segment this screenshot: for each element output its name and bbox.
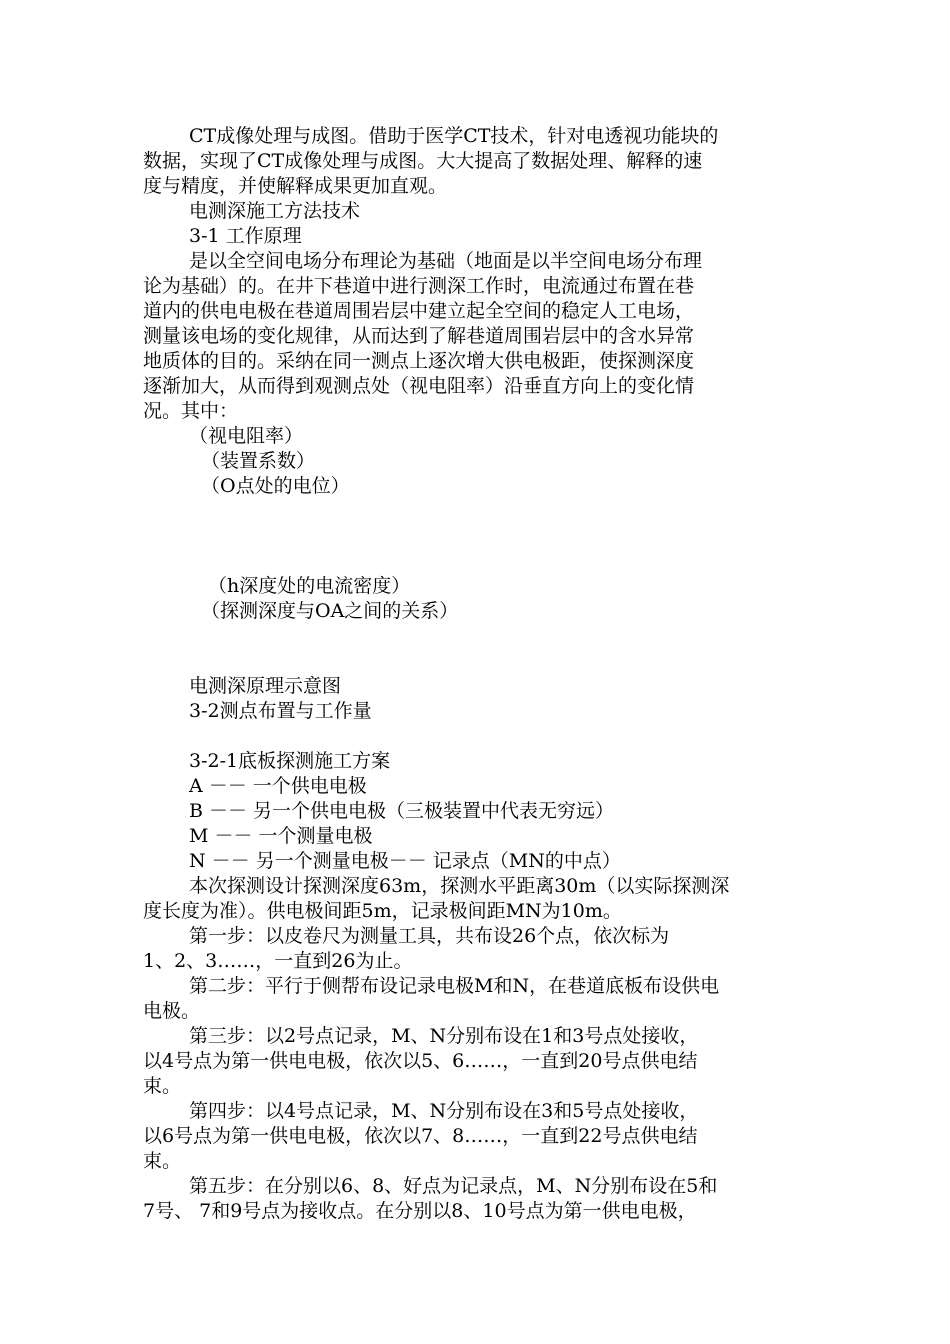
formula-note: （O点处的电位） <box>201 475 350 497</box>
electrode-definition: N －－ 另一个测量电极－－ 记录点（MN的中点） <box>189 850 621 872</box>
step-line: 以6号点为第一供电电极，依次以7、8……，一直到22号点供电结 <box>143 1125 698 1147</box>
step-line: 1、2、3……，一直到26为止。 <box>143 950 413 972</box>
paragraph-line: 地质体的目的。采纳在同一测点上逐次增大供电极距，使探测深度 <box>143 350 695 372</box>
electrode-definition: B －－ 另一个供电电极（三极装置中代表无穷远） <box>189 800 615 822</box>
step-line: 第五步：在分别以6、8、好点为记录点，M、N分别布设在5和 <box>189 1175 718 1197</box>
electrode-definition: M －－ 一个测量电极 <box>189 825 373 847</box>
formula-note: （h深度处的电流密度） <box>208 575 411 597</box>
step-line: 第一步：以皮卷尺为测量工具，共布设26个点，依次标为 <box>189 925 670 947</box>
section-heading: 电测深施工方法技术 <box>189 200 361 222</box>
paragraph-line: 道内的供电电极在巷道周围岩层中建立起全空间的稳定人工电场， <box>143 300 695 322</box>
subsection-heading: 3-2测点布置与工作量 <box>189 700 372 722</box>
step-line: 束。 <box>143 1150 182 1172</box>
paragraph-line: 测量该电场的变化规律，从而达到了解巷道周围岩层中的含水异常 <box>143 325 695 347</box>
step-line: 以4号点为第一供电电极，依次以5、6……，一直到20号点供电结 <box>143 1050 698 1072</box>
step-line: 第二步：平行于侧帮布设记录电极M和N，在巷道底板布设供电 <box>189 975 720 997</box>
paragraph-line: 逐渐加大，从而得到观测点处（视电阻率）沿垂直方向上的变化情 <box>143 375 695 397</box>
paragraph-line: 是以全空间电场分布理论为基础（地面是以半空间电场分布理 <box>189 250 703 272</box>
step-line: 7号、 7和9号点为接收点。在分别以8、10号点为第一供电电极， <box>143 1200 697 1222</box>
paragraph-line: 度与精度，并使解释成果更加直观。 <box>143 175 448 197</box>
figure-caption: 电测深原理示意图 <box>189 675 342 697</box>
step-line: 第三步：以2号点记录，M、N分别布设在1和3号点处接收， <box>189 1025 699 1047</box>
paragraph-line: 本次探测设计探测深度63m，探测水平距离30m（以实际探测深 <box>189 875 730 897</box>
paragraph-line: 度长度为准）。供电极间距5m，记录极间距MN为10m。 <box>143 900 622 922</box>
formula-note: （装置系数） <box>201 450 316 472</box>
paragraph-line: 况。其中： <box>143 400 239 422</box>
formula-note: （探测深度与OA之间的关系） <box>201 600 459 622</box>
step-line: 第四步：以4号点记录，M、N分别布设在3和5号点处接收， <box>189 1100 699 1122</box>
step-line: 束。 <box>143 1075 182 1097</box>
step-line: 电极。 <box>143 1000 201 1022</box>
formula-note: （视电阻率） <box>189 425 304 447</box>
subsection-heading: 3-2-1底板探测施工方案 <box>189 750 391 772</box>
paragraph-line: CT成像处理与成图。借助于医学CT技术，针对电透视功能块的 <box>189 125 719 147</box>
subsection-heading: 3-1 工作原理 <box>189 225 302 247</box>
paragraph-line: 论为基础）的。在井下巷道中进行测深工作时，电流通过布置在巷 <box>143 275 695 297</box>
paragraph-line: 数据，实现了CT成像处理与成图。大大提高了数据处理、解释的速 <box>143 150 703 172</box>
electrode-definition: A －－ 一个供电电极 <box>189 775 367 797</box>
